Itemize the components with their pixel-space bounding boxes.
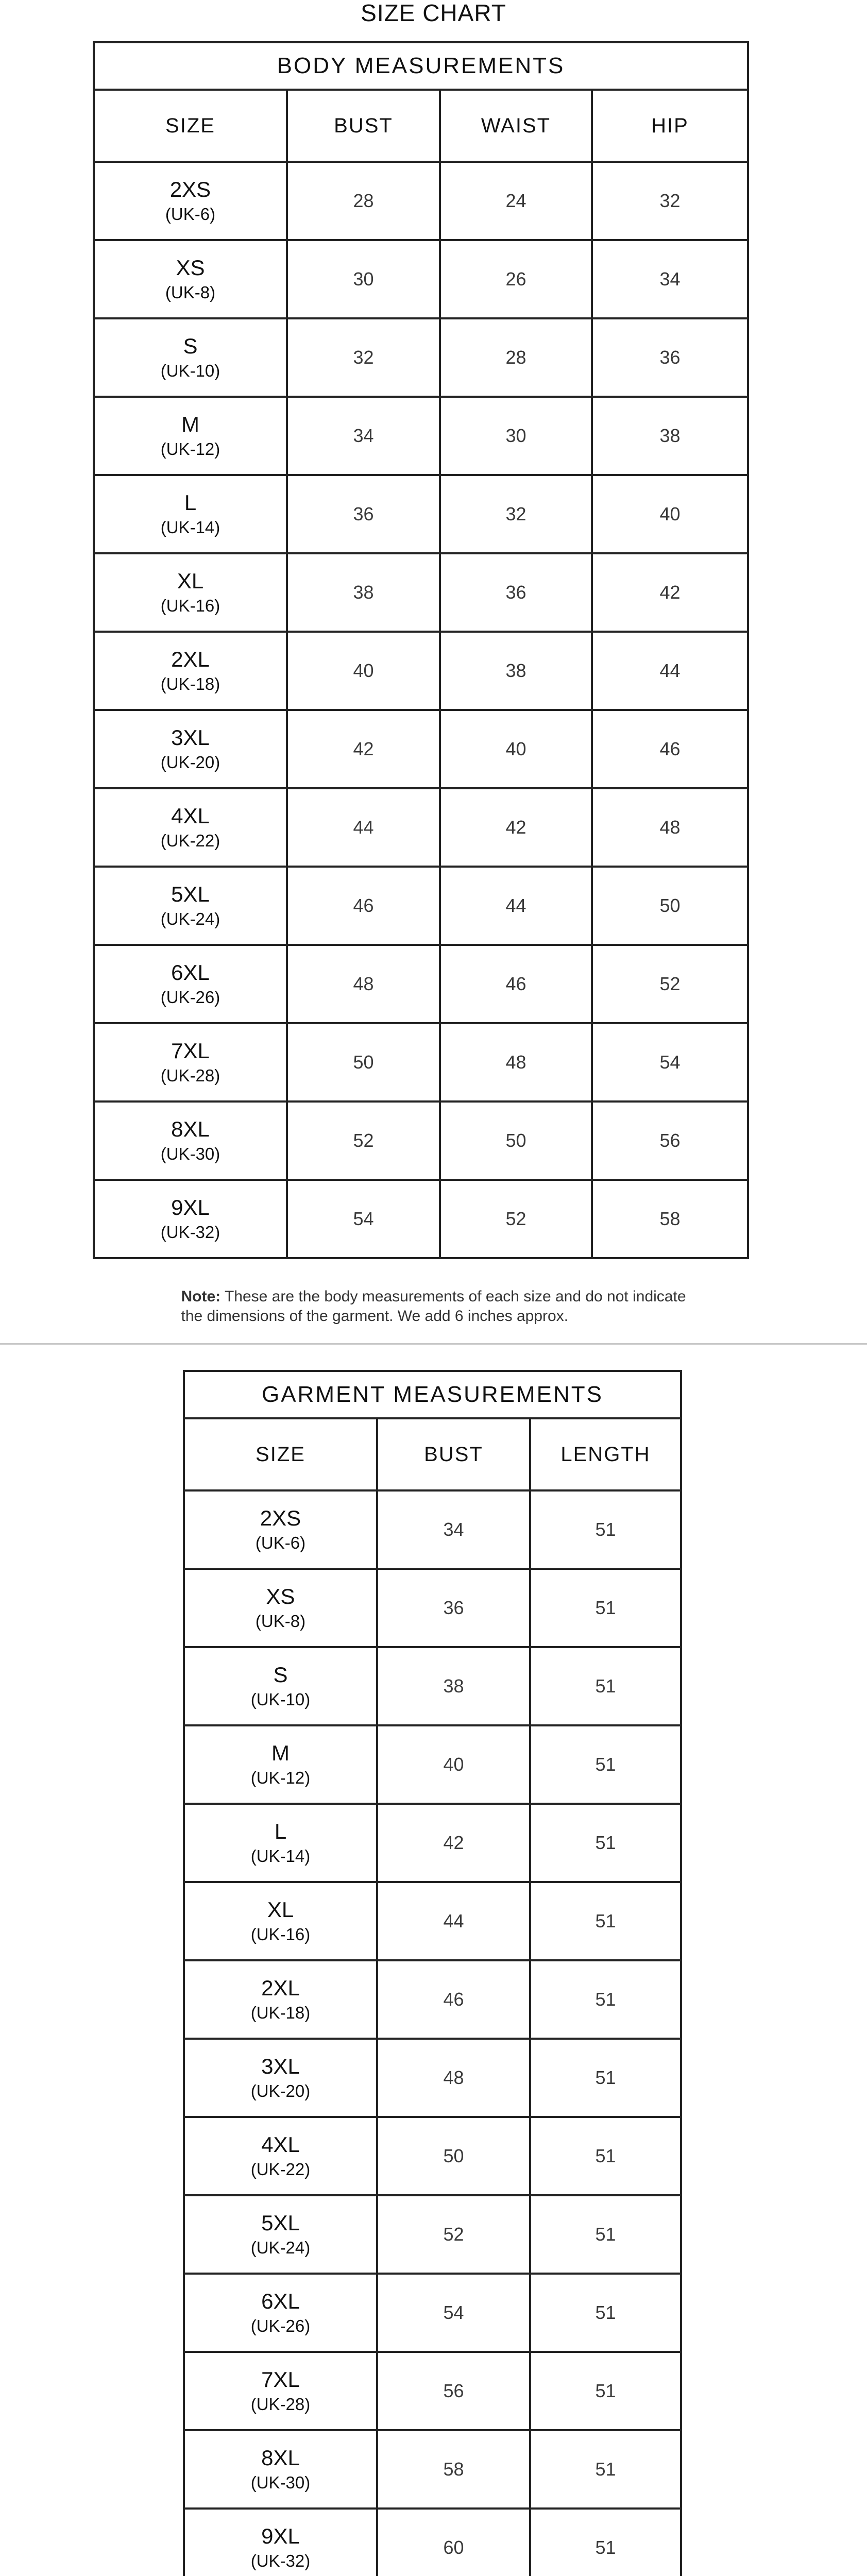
size-code: 6XL (171, 960, 210, 985)
uk-size: (UK-20) (250, 2081, 311, 2100)
bust-value: 38 (287, 553, 440, 632)
uk-size: (UK-16) (250, 1925, 311, 1944)
size-code: 9XL (171, 1195, 210, 1219)
table-row (94, 632, 748, 710)
bust-value: 54 (377, 2274, 530, 2352)
length-value: 51 (530, 2195, 681, 2274)
uk-size: (UK-12) (250, 1768, 311, 1787)
hip-value: 48 (592, 788, 748, 867)
uk-size: (UK-10) (160, 361, 220, 380)
size-code: XL (267, 1897, 294, 1922)
hip-value: 54 (592, 1023, 748, 1101)
bust-value: 32 (287, 318, 440, 397)
uk-size: (UK-14) (250, 1846, 311, 1866)
bust-value: 52 (287, 1101, 440, 1180)
size-code: L (184, 490, 197, 515)
size-cell (184, 2274, 377, 2352)
table-row (94, 397, 748, 475)
bust-value: 60 (377, 2509, 530, 2576)
uk-size: (UK-26) (160, 988, 220, 1007)
hip-value: 38 (592, 397, 748, 475)
bust-value: 40 (377, 1725, 530, 1804)
note-text: These are the body measurements of each size and do not indicate the dimensions of the garment. We add 6 inches approx. (181, 1288, 686, 1325)
size-cell (94, 1180, 287, 1258)
bust-value: 44 (377, 1882, 530, 1960)
size-code: XS (266, 1584, 295, 1608)
size-code: 3XL (171, 725, 210, 750)
table-row (184, 1569, 681, 1647)
hip-value: 52 (592, 945, 748, 1023)
waist-value: 28 (440, 318, 592, 397)
table-row (94, 553, 748, 632)
size-cell (94, 397, 287, 475)
body-measurements-table (93, 41, 749, 1259)
bust-value: 52 (377, 2195, 530, 2274)
bust-value: 30 (287, 240, 440, 318)
table-row (184, 2117, 681, 2195)
waist-value: 50 (440, 1101, 592, 1180)
size-cell (94, 475, 287, 553)
uk-size: (UK-20) (160, 753, 220, 772)
hip-value: 34 (592, 240, 748, 318)
table-row (184, 1882, 681, 1960)
uk-size: (UK-10) (250, 1690, 311, 1709)
page-title: SIZE CHART (361, 0, 506, 26)
table-row (184, 1490, 681, 1569)
waist-value: 46 (440, 945, 592, 1023)
table-row (184, 1647, 681, 1725)
hip-value: 46 (592, 710, 748, 788)
bust-value: 46 (377, 1960, 530, 2039)
size-code: XS (176, 256, 205, 280)
bust-value: 38 (377, 1647, 530, 1725)
table-row (94, 475, 748, 553)
column-header-length: LENGTH (530, 1418, 681, 1490)
table-row (94, 240, 748, 318)
length-value: 51 (530, 1490, 681, 1569)
size-cell (184, 2430, 377, 2509)
size-cell (94, 162, 287, 240)
waist-value: 48 (440, 1023, 592, 1101)
bust-value: 48 (377, 2039, 530, 2117)
bust-value: 34 (287, 397, 440, 475)
uk-size: (UK-32) (250, 2551, 311, 2570)
bust-value: 36 (287, 475, 440, 553)
size-code: 5XL (261, 2211, 300, 2235)
length-value: 51 (530, 1960, 681, 2039)
size-cell (184, 1882, 377, 1960)
table-row (94, 788, 748, 867)
size-code: M (271, 1741, 290, 1765)
garment-measurements-rows (184, 1490, 681, 2576)
size-cell (184, 2509, 377, 2576)
size-cell (94, 788, 287, 867)
body-measurements-rows (94, 162, 748, 1258)
bust-value: 34 (377, 1490, 530, 1569)
size-code: S (183, 334, 198, 358)
table-row (184, 2352, 681, 2430)
garment-measurements-table (183, 1370, 682, 2576)
bust-value: 28 (287, 162, 440, 240)
bust-value: 42 (287, 710, 440, 788)
length-value: 51 (530, 1647, 681, 1725)
size-code: L (274, 1819, 287, 1843)
table-row (94, 945, 748, 1023)
section-divider (0, 1343, 867, 1345)
uk-size: (UK-12) (160, 439, 220, 459)
bust-value: 44 (287, 788, 440, 867)
bust-value: 36 (377, 1569, 530, 1647)
size-code: 4XL (261, 2132, 300, 2157)
note-label: Note: (181, 1288, 221, 1305)
bust-value: 46 (287, 867, 440, 945)
waist-value: 42 (440, 788, 592, 867)
bust-value: 40 (287, 632, 440, 710)
table-row (184, 1725, 681, 1804)
table-row (184, 1804, 681, 1882)
size-code: 2XS (169, 177, 211, 201)
size-code: 7XL (261, 2367, 300, 2392)
uk-size: (UK-16) (160, 596, 220, 615)
table-row (94, 1023, 748, 1101)
size-cell (94, 1023, 287, 1101)
table-row (94, 710, 748, 788)
uk-size: (UK-22) (160, 831, 220, 850)
size-cell (94, 867, 287, 945)
uk-size: (UK-18) (160, 674, 220, 693)
length-value: 51 (530, 1725, 681, 1804)
waist-value: 52 (440, 1180, 592, 1258)
size-code: 9XL (261, 2524, 300, 2548)
table-row (184, 2509, 681, 2576)
column-header-bust: BUST (377, 1418, 530, 1490)
hip-value: 44 (592, 632, 748, 710)
uk-size: (UK-24) (250, 2238, 311, 2257)
size-code: 7XL (171, 1039, 210, 1063)
size-cell (184, 2117, 377, 2195)
uk-size: (UK-8) (165, 283, 216, 302)
size-cell (94, 1101, 287, 1180)
table-row (184, 2195, 681, 2274)
size-cell (184, 1804, 377, 1882)
column-header-size: SIZE (184, 1418, 377, 1490)
size-cell (94, 945, 287, 1023)
column-header-size: SIZE (94, 90, 287, 162)
hip-value: 42 (592, 553, 748, 632)
waist-value: 38 (440, 632, 592, 710)
size-cell (184, 2352, 377, 2430)
hip-value: 32 (592, 162, 748, 240)
waist-value: 32 (440, 475, 592, 553)
size-code: S (273, 1663, 288, 1687)
length-value: 51 (530, 1569, 681, 1647)
size-cell (184, 1960, 377, 2039)
length-value: 51 (530, 2039, 681, 2117)
length-value: 51 (530, 2274, 681, 2352)
size-code: 3XL (261, 2054, 300, 2078)
size-cell (94, 553, 287, 632)
length-value: 51 (530, 2430, 681, 2509)
table-row (94, 867, 748, 945)
column-header-hip: HIP (592, 90, 748, 162)
bust-value: 50 (287, 1023, 440, 1101)
uk-size: (UK-30) (160, 1144, 220, 1163)
uk-size: (UK-18) (250, 2003, 311, 2022)
length-value: 51 (530, 2117, 681, 2195)
size-cell (94, 318, 287, 397)
uk-size: (UK-28) (250, 2395, 311, 2414)
waist-value: 24 (440, 162, 592, 240)
length-value: 51 (530, 1804, 681, 1882)
uk-size: (UK-30) (250, 2473, 311, 2492)
size-cell (184, 1725, 377, 1804)
size-code: 2XL (171, 647, 210, 671)
bust-value: 48 (287, 945, 440, 1023)
size-cell (184, 1490, 377, 1569)
bust-value: 50 (377, 2117, 530, 2195)
size-code: 6XL (261, 2289, 300, 2313)
uk-size: (UK-28) (160, 1066, 220, 1085)
size-cell (184, 2039, 377, 2117)
column-header-bust: BUST (287, 90, 440, 162)
table-row (94, 162, 748, 240)
garment-measurements-heading: GARMENT MEASUREMENTS (184, 1371, 681, 1418)
table-row (184, 1960, 681, 2039)
size-code: 8XL (261, 2446, 300, 2470)
bust-value: 56 (377, 2352, 530, 2430)
bust-value: 54 (287, 1180, 440, 1258)
uk-size: (UK-24) (160, 909, 220, 928)
table-row (94, 318, 748, 397)
size-code: 2XL (261, 1976, 300, 2000)
waist-value: 36 (440, 553, 592, 632)
uk-size: (UK-8) (255, 1612, 306, 1631)
size-cell (184, 1647, 377, 1725)
hip-value: 56 (592, 1101, 748, 1180)
waist-value: 44 (440, 867, 592, 945)
size-code: 5XL (171, 882, 210, 906)
uk-size: (UK-26) (250, 2316, 311, 2335)
waist-value: 26 (440, 240, 592, 318)
table-row (184, 2430, 681, 2509)
size-cell (94, 710, 287, 788)
size-cell (184, 1569, 377, 1647)
body-measurements-heading: BODY MEASUREMENTS (94, 42, 748, 90)
size-code: XL (177, 569, 204, 593)
size-cell (94, 240, 287, 318)
length-value: 51 (530, 1882, 681, 1960)
bust-value: 58 (377, 2430, 530, 2509)
uk-size: (UK-14) (160, 518, 220, 537)
note (0, 1287, 867, 1326)
note-text-block (181, 1287, 686, 1326)
uk-size: (UK-22) (250, 2160, 311, 2179)
uk-size: (UK-32) (160, 1223, 220, 1242)
uk-size: (UK-6) (165, 205, 216, 224)
size-code: M (181, 412, 199, 436)
waist-value: 30 (440, 397, 592, 475)
table-row (94, 1101, 748, 1180)
table-row (94, 1180, 748, 1258)
size-cell (94, 632, 287, 710)
length-value: 51 (530, 2352, 681, 2430)
table-row (184, 2039, 681, 2117)
hip-value: 50 (592, 867, 748, 945)
size-code: 4XL (171, 804, 210, 828)
hip-value: 58 (592, 1180, 748, 1258)
uk-size: (UK-6) (255, 1533, 306, 1552)
hip-value: 36 (592, 318, 748, 397)
length-value: 51 (530, 2509, 681, 2576)
size-code: 8XL (171, 1117, 210, 1141)
column-header-waist: WAIST (440, 90, 592, 162)
table-row (184, 2274, 681, 2352)
waist-value: 40 (440, 710, 592, 788)
hip-value: 40 (592, 475, 748, 553)
size-code: 2XS (260, 1506, 301, 1530)
bust-value: 42 (377, 1804, 530, 1882)
size-cell (184, 2195, 377, 2274)
